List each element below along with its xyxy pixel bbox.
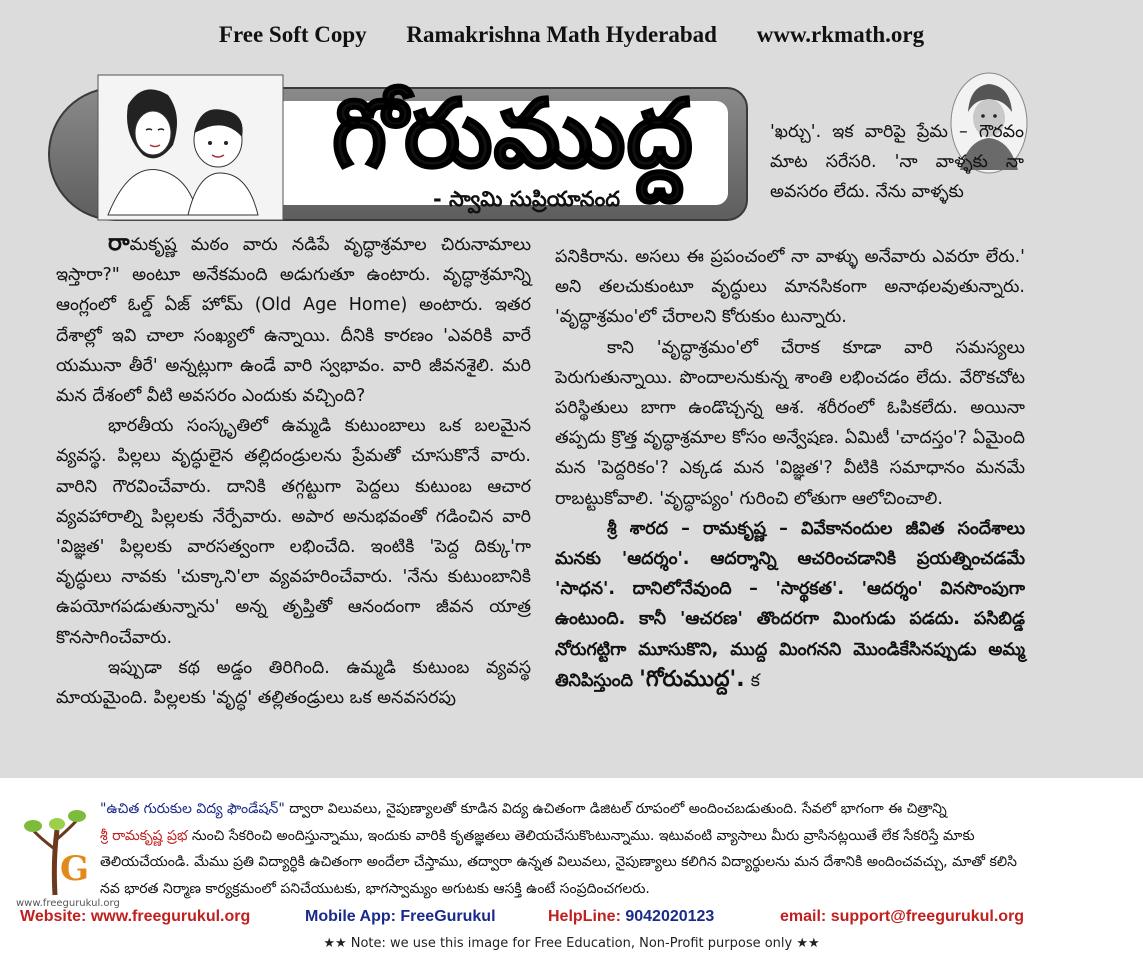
column-left xyxy=(56,228,531,713)
article-author: - స్వామి సుప్రియానంద xyxy=(433,187,621,211)
continued-text: క xyxy=(750,670,760,691)
paragraph: ఇప్పుడా కథ అడ్డం తిరిగింది. ఉమ్మడి కుటుంబ వ్యవస్థ మాయమైంది. పిల్లలకు 'వృద్ధ' తల్లితండ్రులు ఒక అనవసరపు xyxy=(56,657,531,709)
freegurukul-logo xyxy=(15,800,95,910)
column-top-right: 'ఖర్చు'. ఇక వారిపై ప్రేమ – గౌరవం మాట సరేసరి. 'నా వాళ్ళకు నా అవసరం లేదు. నేను వాళ్ళకు xyxy=(770,122,1024,203)
paragraph: శ్రీ శారద – రామకృష్ణ – వివేకానందుల జీవిత సందేశాలు మనకు 'ఆదర్శం'. ఆదర్శాన్ని ఆచరించడానికి ప్రయత్నించడమే 'సాధన'. దానిలోనేవుంది – 'సార్థకత'. 'ఆదర్శం' వినసొంపుగా ఉంటుంది. కానీ 'ఆచరణ' తొందరగా మింగుడు పడదు. పసిబిడ్డ నోరుగట్టిగా మూసుకొని, ముద్ద మింగనని మొండికేసినప్పుడు అమ్మ తినిపిస్తుంది xyxy=(555,518,1025,691)
paragraph: పనికిరాను. అసలు ఈ ప్రపంచంలో నా వాళ్ళు అనేవారు ఎవరూ లేరు.' అని తలచుకుంటూ వృద్ధులు మానసికంగా అనాథలవుతున్నారు. 'వృద్ధాశ్రమం'లో చేరాలని కోరుకుం టున్నారు. xyxy=(555,247,1025,328)
footer-line: ద్వారా విలువలు, నైపుణ్యాలతో కూడిన విద్య ఉచితంగా డిజిటల్ రూపంలో అందించబడుతుంది. సేవలో భాగంగా ఈ చిత్రాన్ని xyxy=(289,801,947,817)
logo-url: www.freegurukul.org xyxy=(16,898,120,909)
svg-text:G: G xyxy=(60,849,90,889)
source-name: శ్రీ రామకృష్ణ ప్రభ xyxy=(100,827,188,844)
email-link[interactable]: email: support@freegurukul.org xyxy=(780,908,1025,925)
footer-line: నుంచి సేకరించి అందిస్తున్నాము, ఇందుకు వారికి కృతజ్ఞతలు తెలియచేసుకొంటున్నాము. ఇటువంటి వ్యాసాలు మీరు వ్రాసినట్లయితే లేక సేకరిస్తే మాకు xyxy=(191,827,975,844)
paragraph: మకృష్ణ మఠం వారు నడిపే వృద్ధాశ్రమాల చిరునామాలు ఇస్తారా?" అంటూ అనేకమంది అడుగుతూ ఉంటారు. వృద్ధాశ్రమాన్ని ఆంగ్లంలో ఓల్డ్ ఏజ్ హోమ్ (Old Age Home) అంటారు. ఇతర దేశాల్లో ఇవి చాలా సంఖ్యలో ఉన్నాయి. దీనికి కారణం 'ఎవరికి వారే యమునా తీరే' అన్నట్లుగా ఉండే వారి స్వభావం. వారి జీవనశైలి. మరి మన దేశంలో వీటి అవసరం ఎందుకు వచ్చింది? xyxy=(56,235,531,407)
helpline-label: HelpLine: xyxy=(548,908,621,925)
mobile-app-link[interactable]: Mobile App: FreeGurukul xyxy=(305,908,496,925)
column-right xyxy=(555,242,1025,696)
article-title: గోరుముద్ద xyxy=(332,79,694,189)
title-reference: 'గోరుముద్ద'. xyxy=(639,666,745,692)
paragraph: కాని 'వృద్ధాశ్రమం'లో చేరాక కూడా వారి సమస్యలు పెరుగుతున్నాయి. పొందాలనుకున్న శాంతి లభించడం లేదు. వేరొకచోట పరిస్థితులు బాగా ఉండొచ్చన్న ఆశ. శరీరంలో ఓపికలేదు. అయినా తప్పదు క్రొత్త వృద్ధాశ్రమాల కోసం అన్వేషణ. ఏమిటీ 'చాదస్తం'? ఏమైంది మన 'పెద్దరికం'? ఎక్కడ మన 'విజ్ఞత'? వీటికి సమాధానం మనమే రాబట్టుకోవాలి. 'వృద్ధాప్యం' గురించి లోతుగా ఆలోచించాలి. xyxy=(555,337,1025,509)
site-url: www.rkmath.org xyxy=(756,22,925,47)
usage-note: ★★ Note: we use this image for Free Education, Non-Profit purpose only ★★ xyxy=(323,936,820,951)
website-link[interactable]: Website: www.freegurukul.org xyxy=(20,908,251,925)
footer-line: తెలియచేయండి. మేము ప్రతి విద్యార్ధికి ఉచితంగా అందేలా చేస్తాము, తద్వారా ఉన్నత విలువలు, నైపుణ్యాలు కలిగిన విద్యార్థులను మన దేశానికి అందించవచ్చు, మాతో కలిసి xyxy=(100,854,1017,870)
top-header xyxy=(0,22,1143,48)
mother-child-illustration xyxy=(88,65,288,225)
paragraph: భారతీయ సంస్కృతిలో ఉమ్మడి కుటుంబాలు ఒక బలమైన వ్యవస్థ. పిల్లలు వృద్ధులైన తల్లిదండ్రులను ప్రేమతో చూసుకొనే వారు. వారిని గౌరవించేవారు. దానికి తగ్గట్టుగా పెద్దలు కుటుంబ ఆచార వ్యవహారాల్ని పిల్లలకు నేర్పేవారు. అపార అనుభవంతో గడించిన వారి 'విజ్ఞత' పిల్లలకు వారసత్వంగా లభించేది. ఇంటికి 'పెద్ద దిక్కు'గా వృద్ధులు నావకు 'చుక్కాని'లా వ్యవహరించేవారు. 'నేను కుటుంబానికి ఉపయోగపడుతున్నాను' అన్న తృప్తితో ఆనందంగా జీవన యాత్ర కొనసాగించేవారు. xyxy=(56,416,531,648)
drop-letter: రా xyxy=(108,230,130,256)
foundation-name: "ఉచిత గురుకుల విద్య ఫౌండేషన్" xyxy=(100,801,285,817)
helpline xyxy=(548,908,714,926)
helpline-number[interactable]: 9042020123 xyxy=(625,908,715,925)
org-name: Ramakrishna Math Hyderabad xyxy=(406,22,717,47)
title-banner xyxy=(48,65,748,230)
footer-line: నవ భారత నిర్మాణ కార్యక్రమంలో పనిచేయుటకు, భాగస్వామ్యం అగుటకు ఆసక్తి ఉంటే సంప్రదించగలరు. xyxy=(100,880,650,897)
free-copy-label: Free Soft Copy xyxy=(218,22,367,47)
footer-message xyxy=(100,796,1130,902)
